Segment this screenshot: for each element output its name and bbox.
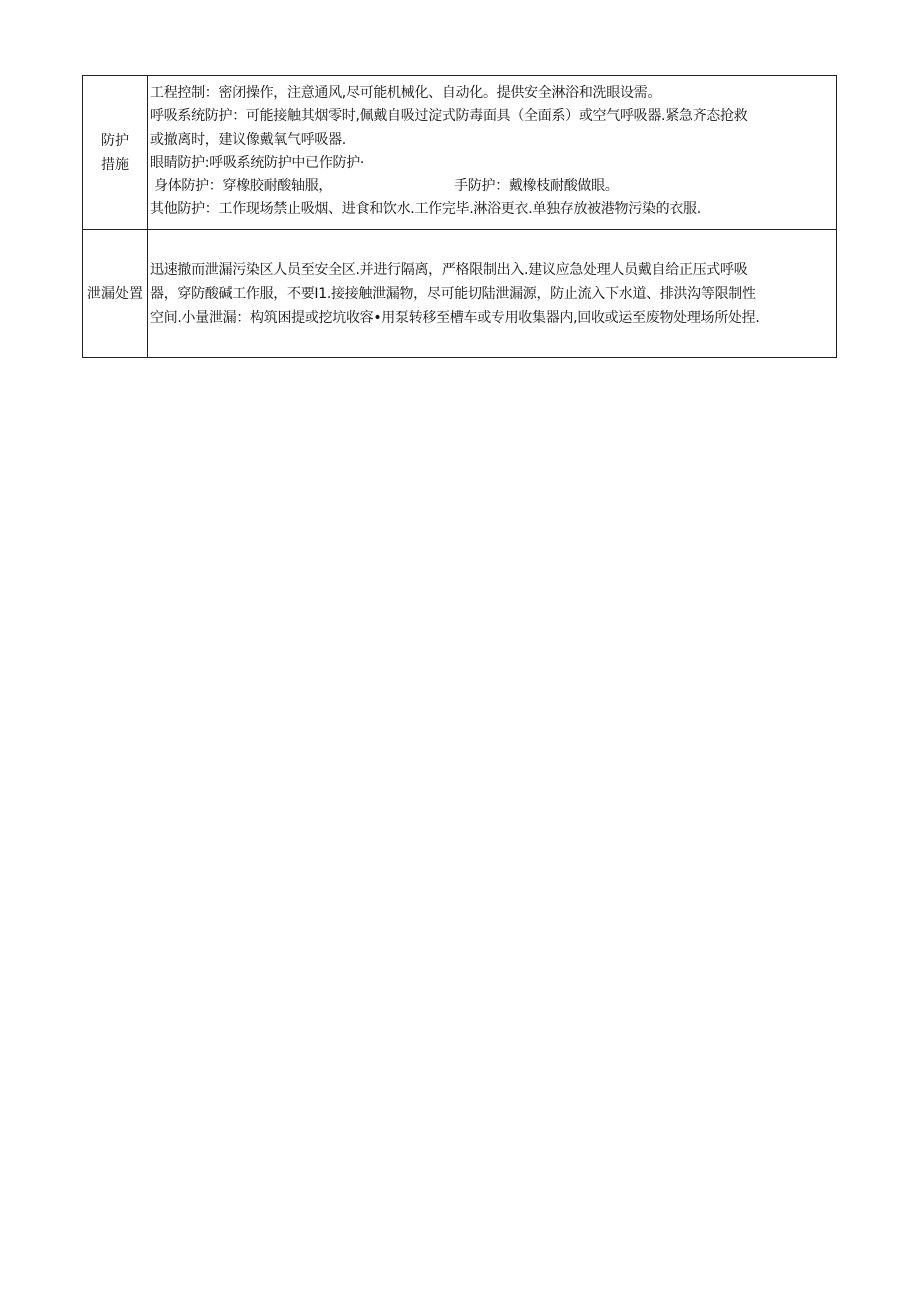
leak-handling-label — [83, 230, 148, 358]
leak-label-text: 泄漏处置 — [87, 285, 143, 302]
safety-data-table — [82, 75, 837, 358]
hand-protection-text: 手防护：戴橡枝耐酸做眼。 — [454, 178, 619, 195]
leak-handling-content — [148, 230, 837, 358]
body-hand-protection-line — [150, 175, 836, 198]
protection-measures-row — [83, 76, 837, 230]
eye-protection-text: 眼睛防护:呼吸系统防护中已作防护· — [150, 154, 365, 171]
protection-label-line-1: 防护 — [101, 132, 129, 149]
engineering-control-text: 工程控制：密闭操作，注意通风,尽可能机械化、自动化。提供安全淋浴和洗眼设需。 — [150, 85, 662, 101]
leak-handling-text-2: 器，穿防酸碱工作服，不要I1.接接触泄漏物，尽可能切陆泄漏源，防止流入下水道、排洪沟等限制性 — [150, 285, 756, 302]
leak-handling-row — [83, 230, 837, 358]
protection-measures-label — [83, 76, 148, 230]
leak-handling-text-1: 迅速撤而泄漏污染区人员至安全区.并进行隔离，严格限制出入.建议应急处理人员戴自给正压式呼吸 — [150, 261, 748, 278]
other-protection-text: 其他防护：工作现场禁止吸烟、进食和饮水.工作完毕.淋浴更衣.单独存放被港物污染的衣服. — [150, 201, 701, 218]
protection-measures-content — [148, 76, 837, 230]
leak-handling-text-3: 空间.小量泄漏：构筑困提或挖坑收容•用泵转移至槽车或专用收集器内,回收或运至废物处理场所处捏. — [150, 309, 760, 326]
protection-label-line-2: 措施 — [101, 156, 129, 173]
respiratory-protection-text-2: 或撤离时，建议像戴氧气呼吸器. — [150, 131, 346, 148]
respiratory-protection-text-1: 呼吸系统防护：可能接触其烟零时,佩戴自吸过淀式防毒面具（全面系）或空气呼吸器.紧急齐态抢救 — [150, 108, 748, 125]
body-protection-text: 身体防护：穿橡胶耐酸轴服， — [154, 178, 333, 195]
